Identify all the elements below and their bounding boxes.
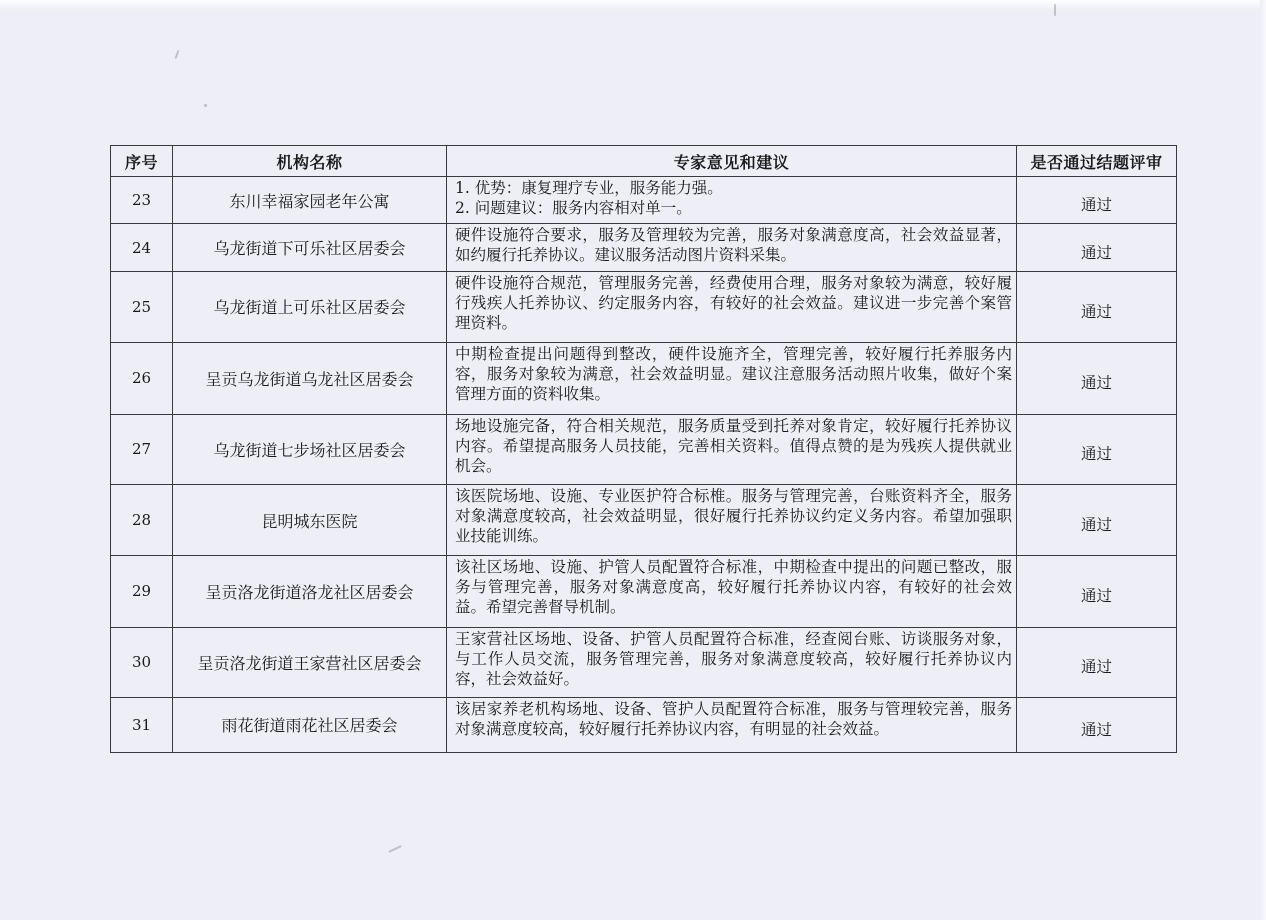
table-row [111,556,1177,627]
row-review-result: 通过 [1017,485,1177,556]
opinion-line: 硬件设施符合规范，管理服务完善，经费使用合理，服务对象较为满意，较好履行残疾人托养协议、约定服务内容，有较好的社会效益。建议进一步完善个案管理资料。 [455,274,1012,333]
table-row [111,414,1177,484]
header-expert-opinion: 专家意见和建议 [447,146,1017,177]
opinion-line: 该社区场地、设施、护管人员配置符合标准，中期检查中提出的问题已整改，服务与管理完善，服务对象满意度高，较好履行托养协议内容，有较好的社会效益。希望完善督导机制。 [455,558,1012,617]
row-review-result: 通过 [1017,414,1177,484]
table-header-row [111,146,1177,177]
row-review-result: 通过 [1017,272,1177,342]
row-review-result: 通过 [1017,556,1177,627]
row-review-result: 通过 [1017,342,1177,414]
row-serial-number: 23 [111,177,173,224]
opinion-line: 中期检查提出问题得到整改，硬件设施齐全，管理完善，较好履行托养服务内容，服务对象较为满意，社会效益明显。建议注意服务活动照片收集，做好个案管理方面的资料收集。 [455,344,1012,403]
opinion-line: 1. 优势：康复理疗专业，服务能力强。 [455,179,723,197]
table-row [111,342,1177,414]
table-row [111,485,1177,556]
row-serial-number: 26 [111,342,173,414]
row-institution-name: 昆明城东医院 [173,485,447,556]
row-review-result: 通过 [1017,224,1177,272]
row-institution-name: 呈贡洛龙街道洛龙社区居委会 [173,556,447,627]
row-expert-opinion [447,414,1017,484]
row-serial-number: 29 [111,556,173,627]
opinion-line: 硬件设施符合要求，服务及管理较为完善，服务对象满意度高，社会效益显著，如约履行托养协议。建议服务活动图片资料采集。 [455,226,1012,265]
opinion-line: 2. 问题建议：服务内容相对单一。 [455,199,692,217]
row-review-result: 通过 [1017,627,1177,697]
scan-speck [1054,4,1056,16]
table-row [111,224,1177,272]
row-serial-number: 24 [111,224,173,272]
row-expert-opinion [447,177,1017,224]
table-row [111,272,1177,342]
row-institution-name: 呈贡乌龙街道乌龙社区居委会 [173,342,447,414]
row-institution-name: 乌龙街道上可乐社区居委会 [173,272,447,342]
row-institution-name: 雨花街道雨花社区居委会 [173,697,447,752]
row-serial-number: 27 [111,414,173,484]
row-review-result: 通过 [1017,177,1177,224]
row-institution-name: 呈贡洛龙街道王家营社区居委会 [173,627,447,697]
header-institution-name: 机构名称 [173,146,447,177]
row-expert-opinion [447,556,1017,627]
row-serial-number: 30 [111,627,173,697]
header-review-result: 是否通过结题评审 [1017,146,1177,177]
scan-speck [204,104,207,107]
opinion-line: 王家营社区场地、设备、护管人员配置符合标准，经查阅台账、访谈服务对象，与工作人员交流，服务管理完善，服务对象满意度较高，较好履行托养协议内容，社会效益好。 [455,629,1012,688]
scan-speck [175,50,180,59]
table-row [111,177,1177,224]
scan-right-edge [1260,0,1266,920]
table-row [111,627,1177,697]
opinion-line: 该医院场地、设施、专业医护符合标椎。服务与管理完善，台账资料齐全，服务对象满意度较高，社会效益明显，很好履行托养协议约定义务内容。希望加强职业技能训练。 [455,487,1012,546]
table-row [111,697,1177,752]
row-expert-opinion [447,224,1017,272]
header-serial-number: 序号 [111,146,173,177]
row-review-result: 通过 [1017,697,1177,752]
opinion-line: 该居家养老机构场地、设备、管护人员配置符合标准，服务与管理较完善，服务对象满意度较高，较好履行托养协议内容，有明显的社会效益。 [455,699,1012,738]
review-table [110,145,1177,753]
row-expert-opinion [447,697,1017,752]
row-expert-opinion [447,272,1017,342]
row-institution-name: 乌龙街道七步场社区居委会 [173,414,447,484]
row-serial-number: 31 [111,697,173,752]
scan-speck [388,845,402,853]
opinion-line: 场地设施完备，符合相关规范，服务质量受到托养对象肯定，较好履行托养协议内容。希望提高服务人员技能，完善相关资料。值得点赞的是为残疾人提供就业机会。 [455,416,1012,475]
row-institution-name: 东川幸福家园老年公寓 [173,177,447,224]
row-expert-opinion [447,485,1017,556]
row-serial-number: 28 [111,485,173,556]
scan-top-edge [0,0,1266,10]
row-expert-opinion [447,627,1017,697]
row-institution-name: 乌龙街道下可乐社区居委会 [173,224,447,272]
row-serial-number: 25 [111,272,173,342]
row-expert-opinion [447,342,1017,414]
